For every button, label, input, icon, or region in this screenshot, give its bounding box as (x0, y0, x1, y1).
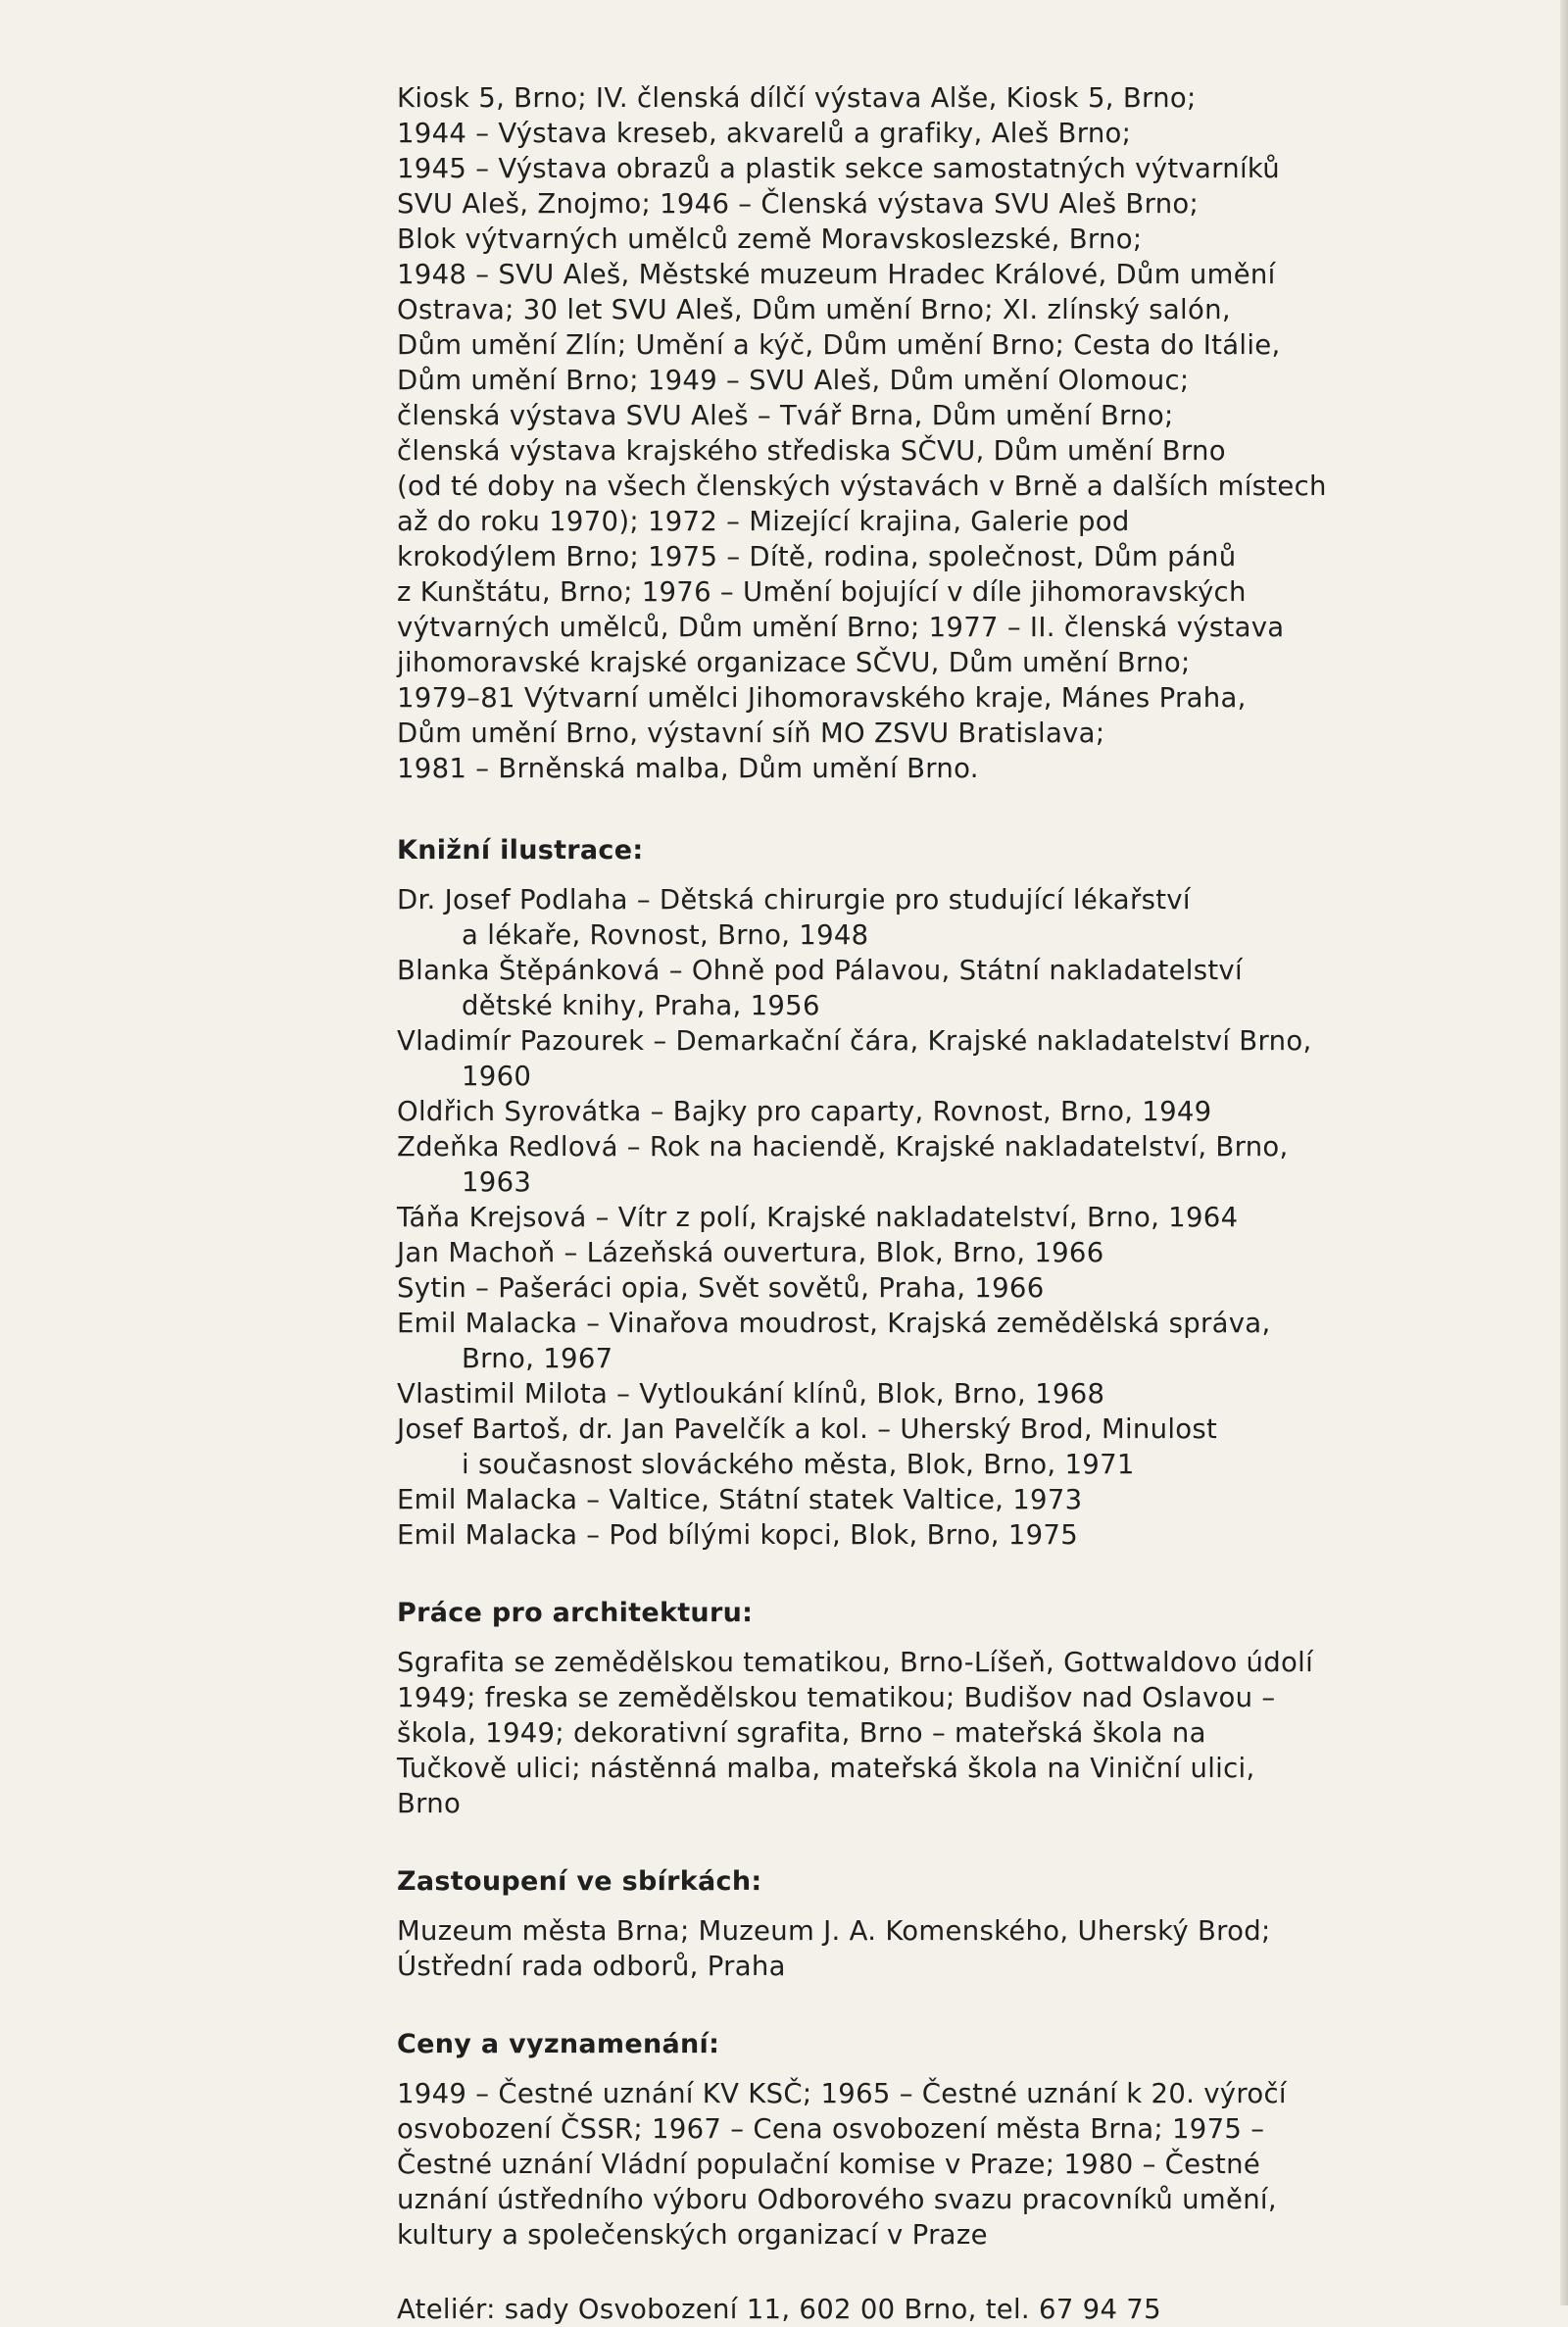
list-item (397, 953, 1421, 1023)
text-line: Dům umění Brno; 1949 – SVU Aleš, Dům umění Olomouc; (397, 365, 1190, 396)
text-line: škola, 1949; dekorativní sgrafita, Brno – mateřská škola na (397, 1717, 1206, 1749)
entry-continuation: i současnost slováckého města, Blok, Brno, 1971 (462, 1449, 1135, 1480)
text-line: z Kunštátu, Brno; 1976 – Umění bojující v díle jihomoravských (397, 576, 1247, 608)
text-line: Dům umění Zlín; Umění a kýč, Dům umění Brno; Cesta do Itálie, (397, 329, 1281, 361)
book-illustrations-list (397, 882, 1421, 1553)
text-line: členská výstava krajského střediska SČVU, Dům umění Brno (397, 435, 1226, 467)
text-line: osvobození ČSSR; 1967 – Cena osvobození města Brna; 1975 – (397, 2113, 1265, 2145)
entry-line: Emil Malacka – Pod bílými kopci, Blok, Brno, 1975 (397, 1519, 1079, 1551)
list-item (397, 1376, 1421, 1411)
exhibitions-paragraph (397, 80, 1421, 786)
entry-line: Vlastimil Milota – Vytloukání klínů, Blok, Brno, 1968 (397, 1378, 1105, 1410)
text-line: 1949; freska se zemědělskou tematikou; Budišov nad Oslavou – (397, 1682, 1276, 1713)
entry-continuation: 1963 (462, 1166, 532, 1198)
text-line: 1944 – Výstava kreseb, akvarelů a grafiky, Aleš Brno; (397, 118, 1132, 149)
text-line: členská výstava SVU Aleš – Tvář Brna, Dům umění Brno; (397, 400, 1174, 431)
list-item (397, 1023, 1421, 1094)
text-line: Sgrafita se zemědělskou tematikou, Brno-Líšeň, Gottwaldovo údolí (397, 1647, 1314, 1678)
text-line: Tučkově ulici; nástěnná malba, mateřská škola na Viniční ulici, (397, 1753, 1255, 1784)
entry-line: Blanka Štěpánková – Ohně pod Pálavou, Státní nakladatelství (397, 955, 1243, 986)
awards-heading: Ceny a vyznamenání: (397, 2029, 720, 2059)
collections-heading: Zastoupení ve sbírkách: (397, 1866, 762, 1897)
entry-continuation: 1960 (462, 1061, 532, 1092)
entry-line: Dr. Josef Podlaha – Dětská chirurgie pro studující lékařství (397, 884, 1191, 916)
text-line: výtvarných umělců, Dům umění Brno; 1977 – II. členská výstava (397, 612, 1285, 643)
entry-continuation: dětské knihy, Praha, 1956 (462, 990, 820, 1021)
list-item (397, 1482, 1421, 1517)
entry-line: Emil Malacka – Valtice, Státní statek Valtice, 1973 (397, 1484, 1083, 1515)
list-item (397, 1517, 1421, 1553)
list-item (397, 882, 1421, 953)
text-line: 1948 – SVU Aleš, Městské muzeum Hradec Králové, Dům umění (397, 259, 1276, 290)
text-line: jihomoravské krajské organizace SČVU, Dům umění Brno; (397, 647, 1191, 678)
text-line: 1981 – Brněnská malba, Dům umění Brno. (397, 753, 979, 784)
text-line: 1949 – Čestné uznání KV KSČ; 1965 – Čestné uznání k 20. výročí (397, 2078, 1287, 2109)
entry-line: Zdeňka Redlová – Rok na haciendě, Krajské nakladatelství, Brno, (397, 1131, 1289, 1163)
list-item (397, 1200, 1421, 1235)
text-line: SVU Aleš, Znojmo; 1946 – Členská výstava SVU Aleš Brno; (397, 188, 1200, 220)
architecture-paragraph (397, 1645, 1421, 1821)
architecture-heading: Práce pro architekturu: (397, 1598, 754, 1628)
text-line: Ostrava; 30 let SVU Aleš, Dům umění Brno; XI. zlínský salón, (397, 294, 1231, 325)
entry-line: Táňa Krejsová – Vítr z polí, Krajské nakladatelství, Brno, 1964 (397, 1202, 1239, 1233)
list-item (397, 1235, 1421, 1270)
text-line: 1979–81 Výtvarní umělci Jihomoravského kraje, Mánes Praha, (397, 682, 1247, 714)
entry-line: Josef Bartoš, dr. Jan Pavelčík a kol. – Uherský Brod, Minulost (397, 1413, 1218, 1445)
collections-paragraph (397, 1913, 1421, 1984)
awards-paragraph (397, 2076, 1421, 2253)
entry-line: Vladimír Pazourek – Demarkační čára, Krajské nakladatelství Brno, (397, 1025, 1312, 1057)
entry-line: Emil Malacka – Vinařova moudrost, Krajská zemědělská správa, (397, 1308, 1271, 1339)
text-line: až do roku 1970); 1972 – Mizející krajina, Galerie pod (397, 506, 1130, 537)
text-line: krokodýlem Brno; 1975 – Dítě, rodina, společnost, Dům pánů (397, 541, 1237, 572)
text-line: Čestné uznání Vládní populační komise v Praze; 1980 – Čestné (397, 2149, 1261, 2180)
text-line: uznání ústředního výboru Odborového svazu pracovníků umění, (397, 2184, 1277, 2215)
list-item (397, 1094, 1421, 1129)
entry-line: Jan Machoň – Lázeňská ouvertura, Blok, Brno, 1966 (397, 1237, 1104, 1268)
studio-address: Ateliér: sady Osvobození 11, 602 00 Brno, tel. 67 94 75 (397, 2294, 1161, 2325)
entry-continuation: a lékaře, Rovnost, Brno, 1948 (462, 919, 869, 951)
text-line: Kiosk 5, Brno; IV. členská dílčí výstava Alše, Kiosk 5, Brno; (397, 82, 1197, 114)
list-item (397, 1129, 1421, 1200)
text-line: (od té doby na všech členských výstavách v Brně a dalších místech (397, 470, 1327, 502)
text-line: Ústřední rada odborů, Praha (397, 1951, 786, 1982)
text-line: Brno (397, 1788, 462, 1819)
text-line: Muzeum města Brna; Muzeum J. A. Komenského, Uherský Brod; (397, 1915, 1271, 1947)
entry-line: Sytin – Pašeráci opia, Svět sovětů, Praha, 1966 (397, 1272, 1045, 1304)
text-line: kultury a společenských organizací v Praze (397, 2219, 988, 2251)
text-line: Dům umění Brno, výstavní síň MO ZSVU Bratislava; (397, 718, 1105, 749)
book-illustrations-heading: Knižní ilustrace: (397, 835, 644, 866)
list-item (397, 1411, 1421, 1482)
text-line: Blok výtvarných umělců země Moravskoslezské, Brno; (397, 223, 1143, 255)
list-item (397, 1270, 1421, 1306)
text-line: 1945 – Výstava obrazů a plastik sekce samostatných výtvarníků (397, 153, 1281, 184)
list-item (397, 1306, 1421, 1376)
entry-continuation: Brno, 1967 (462, 1343, 613, 1374)
entry-line: Oldřich Syrovátka – Bajky pro caparty, Rovnost, Brno, 1949 (397, 1096, 1212, 1127)
